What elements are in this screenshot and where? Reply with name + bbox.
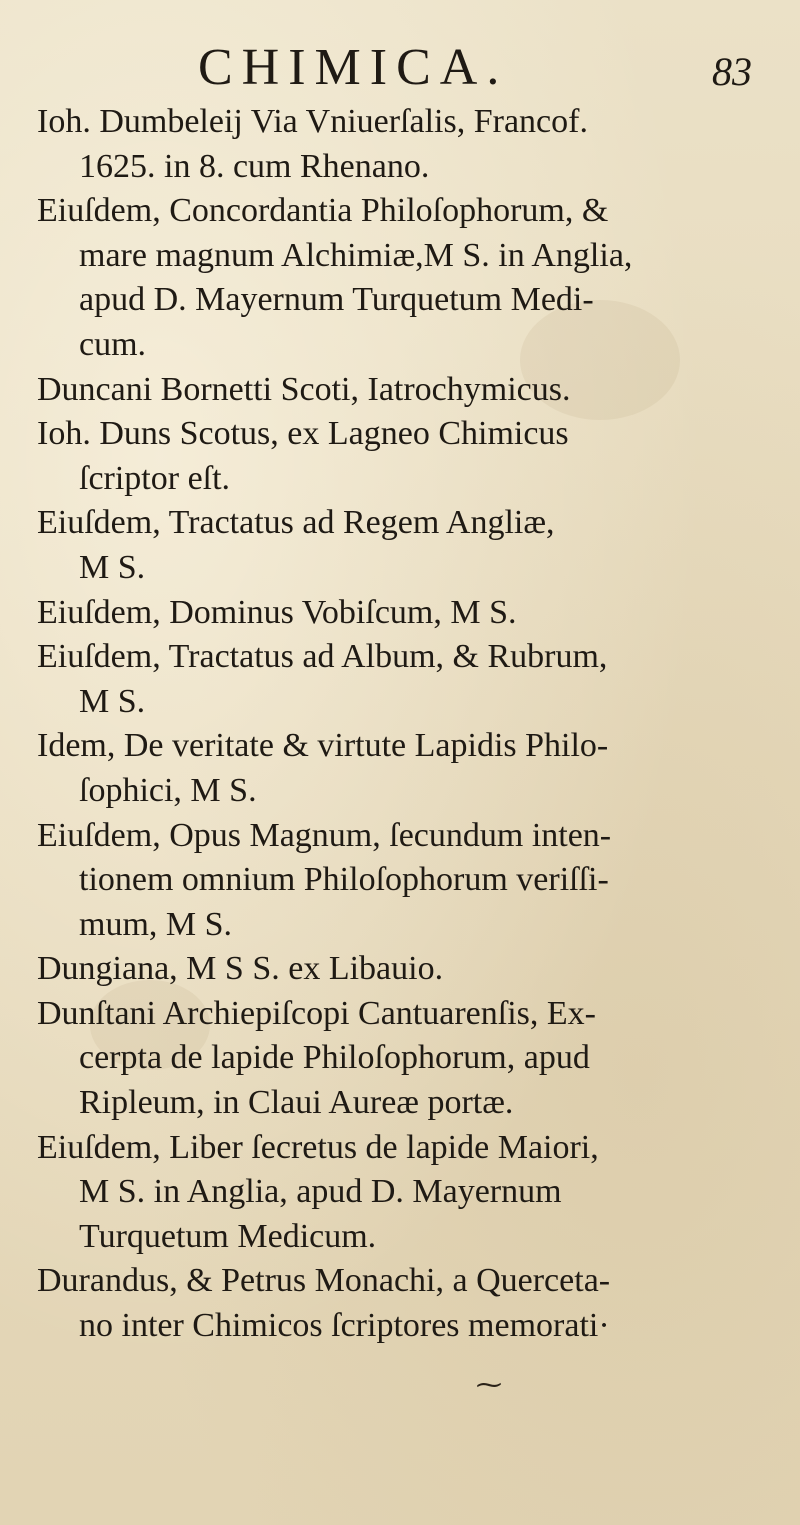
bibliography-entry	[37, 635, 777, 724]
bibliography-entry	[37, 412, 777, 501]
entry-first-line: Eiuſdem, Tractatus ad Regem Angliæ,	[37, 504, 555, 542]
bibliography-entry	[37, 992, 777, 1126]
entry-continuation-line: M S.	[79, 548, 146, 586]
entry-first-line: Eiuſdem, Concordantia Philoſophorum, &	[37, 192, 609, 230]
bibliography-entry	[37, 501, 777, 590]
entry-continuation-line: 1625. in 8. cum Rhenano.	[79, 147, 430, 185]
bibliography-entry	[37, 724, 777, 813]
bibliography-entry	[37, 947, 777, 992]
entry-continuation-line: M S.	[79, 682, 146, 720]
entry-continuation-line: no inter Chimicos ſcriptores memorati·	[79, 1307, 610, 1345]
entry-first-line: Dunſtani Archiepiſcopi Cantuarenſis, Ex-	[37, 994, 596, 1032]
bibliography-entry	[37, 1126, 777, 1260]
entry-continuation-line: mare magnum Alchimiæ,M S. in Anglia,	[79, 236, 633, 274]
entry-continuation-line: ſophici, M S.	[79, 771, 257, 809]
page-header	[0, 38, 800, 98]
bibliography-list	[37, 100, 777, 1349]
entry-first-line: Eiuſdem, Tractatus ad Album, & Rubrum,	[37, 638, 608, 676]
entry-continuation-line: Ripleum, in Claui Aureæ portæ.	[79, 1084, 514, 1122]
entry-continuation-line: Turquetum Medicum.	[79, 1217, 377, 1255]
printer-mark: ⁓	[476, 1370, 502, 1399]
entry-first-line: Eiuſdem, Opus Magnum, ſecundum inten-	[37, 816, 612, 854]
entry-continuation-line: mum, M S.	[79, 905, 233, 943]
entry-first-line: Durandus, & Petrus Monachi, a Quercetа-	[37, 1262, 611, 1300]
bibliography-entry	[37, 100, 777, 189]
entry-continuation-line: apud D. Mayernum Turquetum Medi-	[79, 281, 594, 319]
page-number: 83	[712, 49, 752, 94]
entry-first-line: Dungiana, M S S. ex Libauio.	[37, 950, 444, 988]
bibliography-entry	[37, 1259, 777, 1348]
entry-continuation-line: tionem omnium Philoſophorum veriſſi-	[79, 861, 609, 899]
entry-continuation-line: cum.	[79, 325, 147, 363]
bibliography-entry	[37, 189, 777, 367]
entry-first-line: Ioh. Duns Scotus, ex Lagneo Chimicus	[37, 415, 569, 453]
bibliography-entry	[37, 368, 777, 413]
entry-first-line: Eiuſdem, Dominus Vobiſcum, M S.	[37, 593, 517, 631]
bibliography-entry	[37, 814, 777, 948]
entry-continuation-line: cerpta de lapide Philoſophorum, apud	[79, 1039, 590, 1077]
entry-first-line: Ioh. Dumbeleij Via Vniuerſalis, Francof.	[37, 103, 588, 140]
entry-continuation-line: M S. in Anglia, apud D. Mayernum	[79, 1173, 562, 1211]
entry-first-line: Idem, De veritate & virtute Lapidis Philo-	[37, 727, 609, 765]
entry-first-line: Duncani Bornetti Scoti, Iatrochymicus.	[37, 370, 571, 408]
entry-continuation-line: ſcriptor eſt.	[79, 459, 231, 497]
bibliography-entry	[37, 591, 777, 636]
running-title: CHIMICA.	[198, 39, 509, 96]
entry-first-line: Eiuſdem, Liber ſecretus de lapide Maiori,	[37, 1128, 599, 1166]
